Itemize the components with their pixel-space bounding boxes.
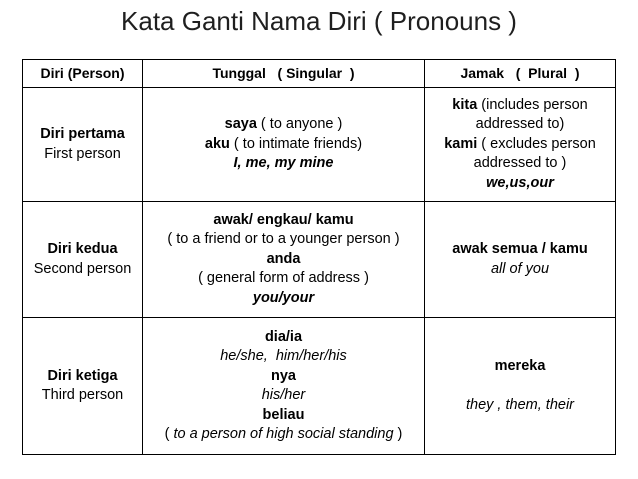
singular-cell (143, 202, 425, 318)
person-english: First person (44, 145, 121, 162)
plural-cell (425, 202, 616, 318)
person-cell (23, 202, 143, 318)
pronoun-word: aku (204, 135, 230, 152)
pronoun-word: awak/ engkau/ kamu (213, 211, 354, 228)
header-plural (425, 60, 616, 88)
header-plural-label: Jamak ( Plural ) (460, 64, 580, 81)
plural-line (427, 135, 613, 155)
plural-cell (425, 318, 616, 455)
singular-line (145, 135, 422, 155)
table-row-first-person (23, 88, 616, 202)
paren-open: ( (164, 426, 174, 442)
usage-note: ( excludes person (477, 135, 596, 152)
person-cell (23, 318, 143, 455)
usage-note: to a person of high social standing (173, 426, 394, 442)
plural-cell (425, 88, 616, 202)
usage-note: addressed to) (475, 116, 565, 133)
pronoun-word: anda (266, 250, 301, 267)
english-translation: we,us,our (486, 174, 554, 191)
person-cell (23, 88, 143, 202)
table-header-row (23, 60, 616, 88)
usage-note: ( to intimate friends) (229, 135, 363, 152)
table-row-third-person (23, 318, 616, 455)
singular-cell (143, 318, 425, 455)
pronoun-word: beliau (262, 406, 305, 423)
english-translation: you/your (252, 289, 315, 306)
english-translation: they , them, their (466, 396, 574, 413)
pronoun-word: kami (444, 135, 478, 152)
page-title: Kata Ganti Nama Diri ( Pronouns ) (121, 6, 517, 36)
usage-note: (includes person (477, 96, 588, 113)
usage-note: ( to anyone ) (256, 116, 343, 133)
person-english: Second person (33, 260, 132, 277)
pronoun-word: awak semua / kamu (452, 241, 588, 257)
pronouns-table (22, 59, 616, 455)
english-translation: I, me, my mine (233, 155, 334, 172)
person-english: Third person (41, 387, 124, 403)
plural-line (427, 96, 613, 116)
header-person: Diri (Person) (23, 60, 143, 88)
english-translation: he/she, him/her/his (220, 348, 347, 364)
pronoun-word: nya (271, 367, 296, 384)
person-malay: Diri ketiga (47, 367, 118, 384)
paren-close: ) (393, 426, 403, 442)
singular-line (145, 115, 422, 135)
english-translation: his/her (261, 387, 306, 403)
pronoun-word: saya (224, 116, 257, 133)
person-malay: Diri kedua (47, 241, 118, 257)
table-row-second-person (23, 202, 616, 318)
spacer (427, 376, 613, 396)
pronoun-word: kita (452, 96, 478, 113)
singular-cell (143, 88, 425, 202)
usage-note: ( to a friend or to a younger person ) (167, 231, 400, 248)
english-translation: all of you (490, 260, 550, 277)
person-malay: Diri pertama (40, 126, 125, 142)
pronoun-word: dia/ia (264, 328, 303, 345)
usage-note: ( general form of address ) (198, 270, 369, 287)
usage-note: addressed to ) (473, 155, 567, 172)
header-singular (143, 60, 425, 88)
header-singular-label: Tunggal ( Singular ) (212, 64, 355, 81)
usage-note-line (145, 425, 422, 445)
pronoun-word: mereka (494, 357, 546, 374)
